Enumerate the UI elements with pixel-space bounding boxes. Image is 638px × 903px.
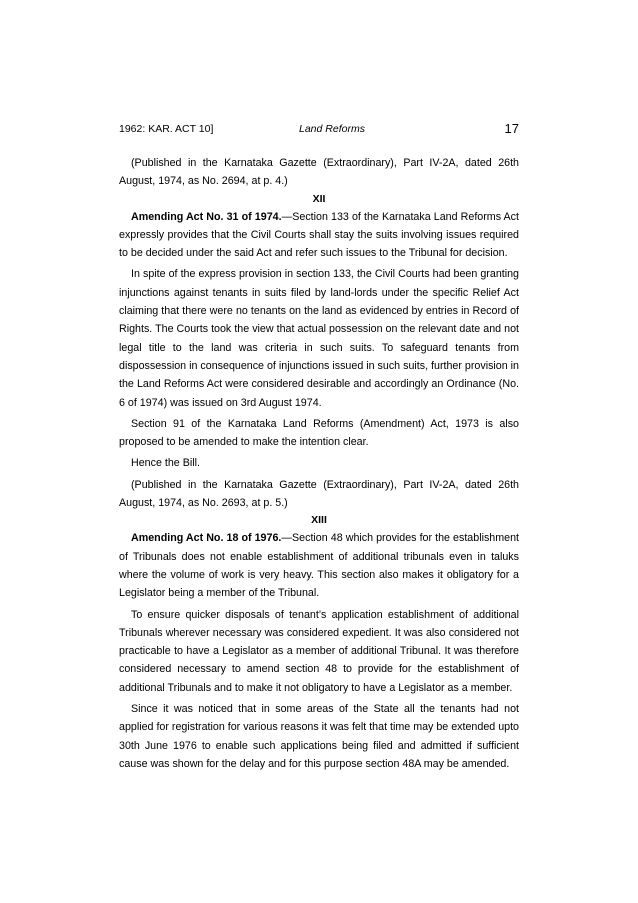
amending-act-title: Amending Act No. 18 of 1976. <box>131 532 282 545</box>
paragraph: To ensure quicker disposals of tenant’s application establishment of additional Tribunals wherever necessary was considered expedient. It was also considered not practicable to have a Legislator as a member of additional Tribunal. It was therefore considered necessary to amend section 48 to provide for the establishment of additional Tribunals and to make it not obligatory to have a Legislator as a member. <box>119 608 519 694</box>
paragraph <box>119 208 519 263</box>
page-number: 17 <box>504 121 519 136</box>
amending-act-title: Amending Act No. 31 of 1974. <box>131 210 282 223</box>
paragraph-text: —Section 133 of the Karnataka Land Reforms Act expressly provides that the Civil Courts shall stay the suits involving issues required to be decided under the said Act and refer such issues to the Tribunal for decision. <box>119 210 519 260</box>
paragraph: Since it was noticed that in some areas of the State all the tenants had not applied for registration for various reasons it was felt that time may be extended upto 30th June 1976 to enable such applications being filed and admitted if sufficient cause was shown for the delay and for this purpose section 48A may be amended. <box>119 703 519 770</box>
document-page <box>119 120 519 773</box>
paragraph: Hence the Bill. <box>131 457 200 470</box>
section-heading-xii: XII <box>312 192 326 205</box>
section-heading-xiii: XIII <box>311 514 327 527</box>
publication-note: (Published in the Karnataka Gazette (Extraordinary), Part IV-2A, dated 26th August, 1974, as No. 2693, at p. 5.) <box>119 478 519 510</box>
paragraph: Section 91 of the Karnataka Land Reforms (Amendment) Act, 1973 is also proposed to be amended to make the intention clear. <box>119 417 519 449</box>
paragraph <box>119 529 519 602</box>
paragraph-text: —Section 48 which provides for the establishment of Tribunals does not enable establishment of additional tribunals even in taluks where the volume of work is very heavy. This section also makes it obligatory for a Legislator being a member of the Tribunal. <box>119 532 519 600</box>
page-header <box>119 120 519 138</box>
publication-note: (Published in the Karnataka Gazette (Extraordinary), Part IV-2A, dated 26th August, 1974, as No. 2694, at p. 4.) <box>119 157 519 188</box>
act-reference: 1962: KAR. ACT 10] <box>119 123 214 135</box>
paragraph: In spite of the express provision in section 133, the Civil Courts had been granting injunctions against tenants in suits filed by land-lords under the specific Relief Act claiming that there were no tenants on the land as evidenced by entries in Record of Rights. The Courts took the view that actual possession on the relevant date and not legal title to the land was criteria in such suits. To safeguard tenants from dispossession in consequence of injunctions issued in such suits, further provision in the Land Reforms Act were considered desirable and accordingly an Ordinance (No. 6 of 1974) was issued on 3rd August 1974. <box>119 268 519 409</box>
running-title: Land Reforms <box>299 123 365 135</box>
document-body <box>119 154 519 773</box>
